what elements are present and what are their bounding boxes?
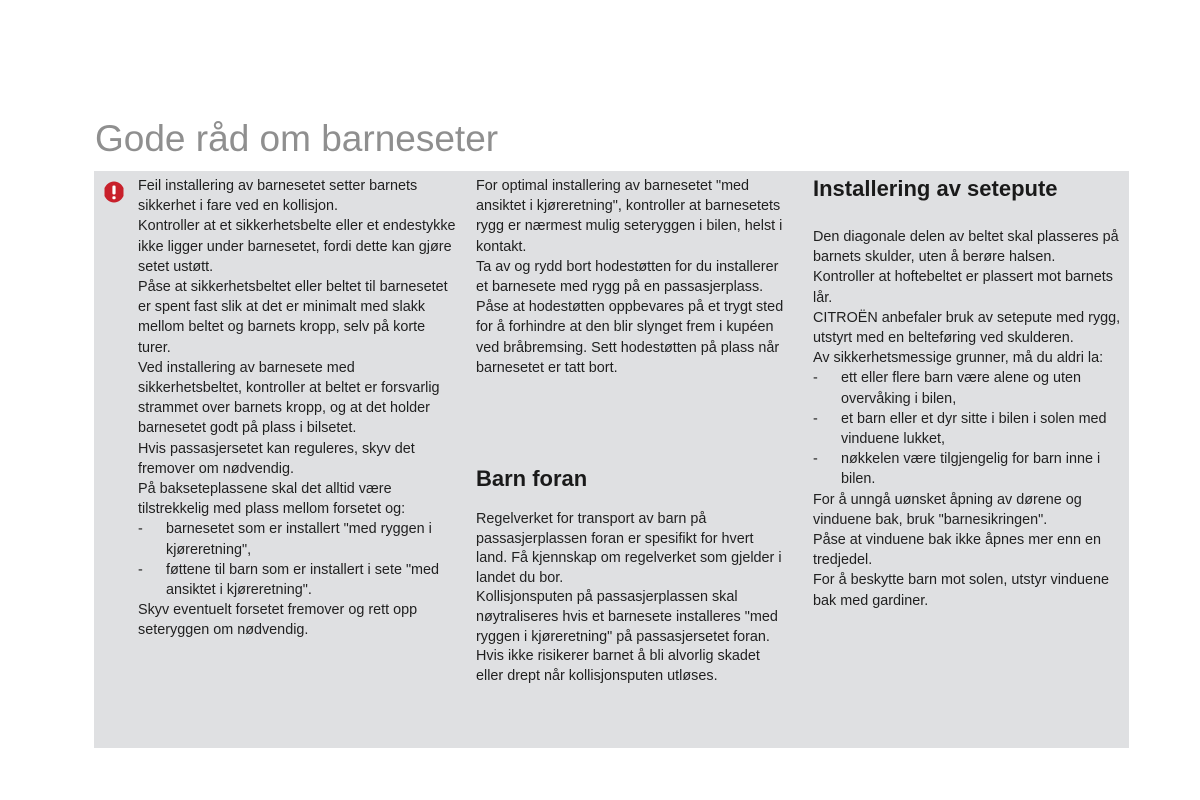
list-item (138, 519, 458, 559)
column-warnings (138, 176, 458, 641)
list-item-text: barnesetet som er installert "med ryggen i kjøreretning", (166, 521, 432, 558)
list-item (813, 368, 1128, 408)
list-item-text: nøkkelen være tilgjengelig for barn inne i bilen. (841, 451, 1101, 488)
dash-bullet: - (138, 561, 143, 578)
list-item (813, 409, 1128, 449)
paragraph: For å unngå uønsket åpning av dørene og vinduene bak, bruk "barnesikringen". (813, 491, 1082, 528)
page-title: Gode råd om barneseter (95, 118, 499, 159)
list-item (138, 560, 458, 600)
paragraph: Kontroller at hoftebeltet er plassert mot barnets lår. (813, 269, 1113, 306)
paragraph: Feil installering av barnesetet setter barnets sikkerhet i fare ved en kollisjon. (138, 178, 418, 215)
section-heading-barn-foran: Barn foran (476, 466, 588, 492)
warning-exclamation-icon (102, 180, 126, 204)
paragraph: Ved installering av barnesete med sikkerhetsbeltet, kontroller at beltet er forsvarlig strammet over barnets kropp, og at det holder barnesetet godt på plass i bilsetet. (138, 359, 440, 437)
dash-bullet: - (813, 370, 818, 387)
list-item-text: føttene til barn som er installert i sete "med ansiktet i kjøreretning". (166, 561, 440, 599)
paragraph: På bakseteplassene skal det alltid være tilstrekkelig med plass mellom forsetet og: (138, 481, 406, 518)
section-heading-setepute: Installering av setepute (813, 176, 1058, 201)
paragraph: Kollisjonsputen på passasjerplassen skal nøytraliseres hvis et barnesete installeres "med ryggen i kjøreretning" på passasjersetet foran. (476, 589, 778, 645)
dash-bullet: - (138, 521, 143, 538)
paragraph: CITROËN anbefaler bruk av setepute med rygg, utstyrt med en belteføring ved skulderen. (813, 309, 1121, 347)
dash-bullet: - (813, 410, 818, 427)
column-installation (476, 176, 786, 686)
section-body (476, 510, 786, 686)
paragraph: Hvis ikke risikerer barnet å bli alvorlig skadet eller drept når kollisjonsputen utløses. (476, 648, 760, 684)
paragraph: Av sikkerhetsmessige grunner, må du aldri la: (813, 350, 1104, 367)
paragraph: Regelverket for transport av barn på passasjerplassen foran er spesifikt for hvert land. Få kjennskap om regelverket som gjelder i landet du bor. (476, 511, 782, 586)
paragraph: Den diagonale delen av beltet skal plasseres på barnets skulder, uten å berøre halsen. (813, 229, 1119, 266)
list-item-text: et barn eller et dyr sitte i bilen i solen med vinduene lukket, (841, 410, 1107, 448)
list-item (813, 449, 1128, 489)
paragraph: Påse at sikkerhetsbeltet eller beltet til barnesetet er spent fast slik at det er minimalt med slakk mellom beltet og barnets kropp, selv på korte turer. (138, 279, 448, 356)
list-item-text: ett eller flere barn være alene og uten overvåking i bilen, (841, 370, 1081, 407)
paragraph: For optimal installering av barnesetet "med ansiktet i kjøreretning", kontroller at barnesetets rygg er nærmest mulig seteryggen i bilen, helst i kontakt. (476, 178, 783, 255)
paragraph: For å beskytte barn mot solen, utstyr vinduene bak med gardiner. (813, 572, 1109, 609)
paragraph: Hvis passasjersetet kan reguleres, skyv det fremover om nødvendig. (138, 440, 415, 477)
paragraph: Påse at hodestøtten oppbevares på et trygt sted for å forhindre at den blir slynget frem i kupéen ved bråbremsing. Sett hodestøtten på plass når barnesetet er tatt bort. (476, 299, 784, 376)
dash-bullet: - (813, 451, 818, 468)
paragraph: Skyv eventuelt forsetet fremover og rett opp seteryggen om nødvendig. (138, 602, 418, 639)
paragraph: Ta av og rydd bort hodestøtten for du installerer et barnesete med rygg på en passasjerplass. (476, 258, 779, 296)
paragraph: Påse at vinduene bak ikke åpnes mer enn en tredjedel. (813, 532, 1102, 569)
paragraph: Kontroller at et sikkerhetsbelte eller et endestykke ikke ligger under barnesetet, fordi dette kan gjøre setet ustøtt. (138, 218, 456, 275)
column-booster-seat (813, 174, 1128, 611)
